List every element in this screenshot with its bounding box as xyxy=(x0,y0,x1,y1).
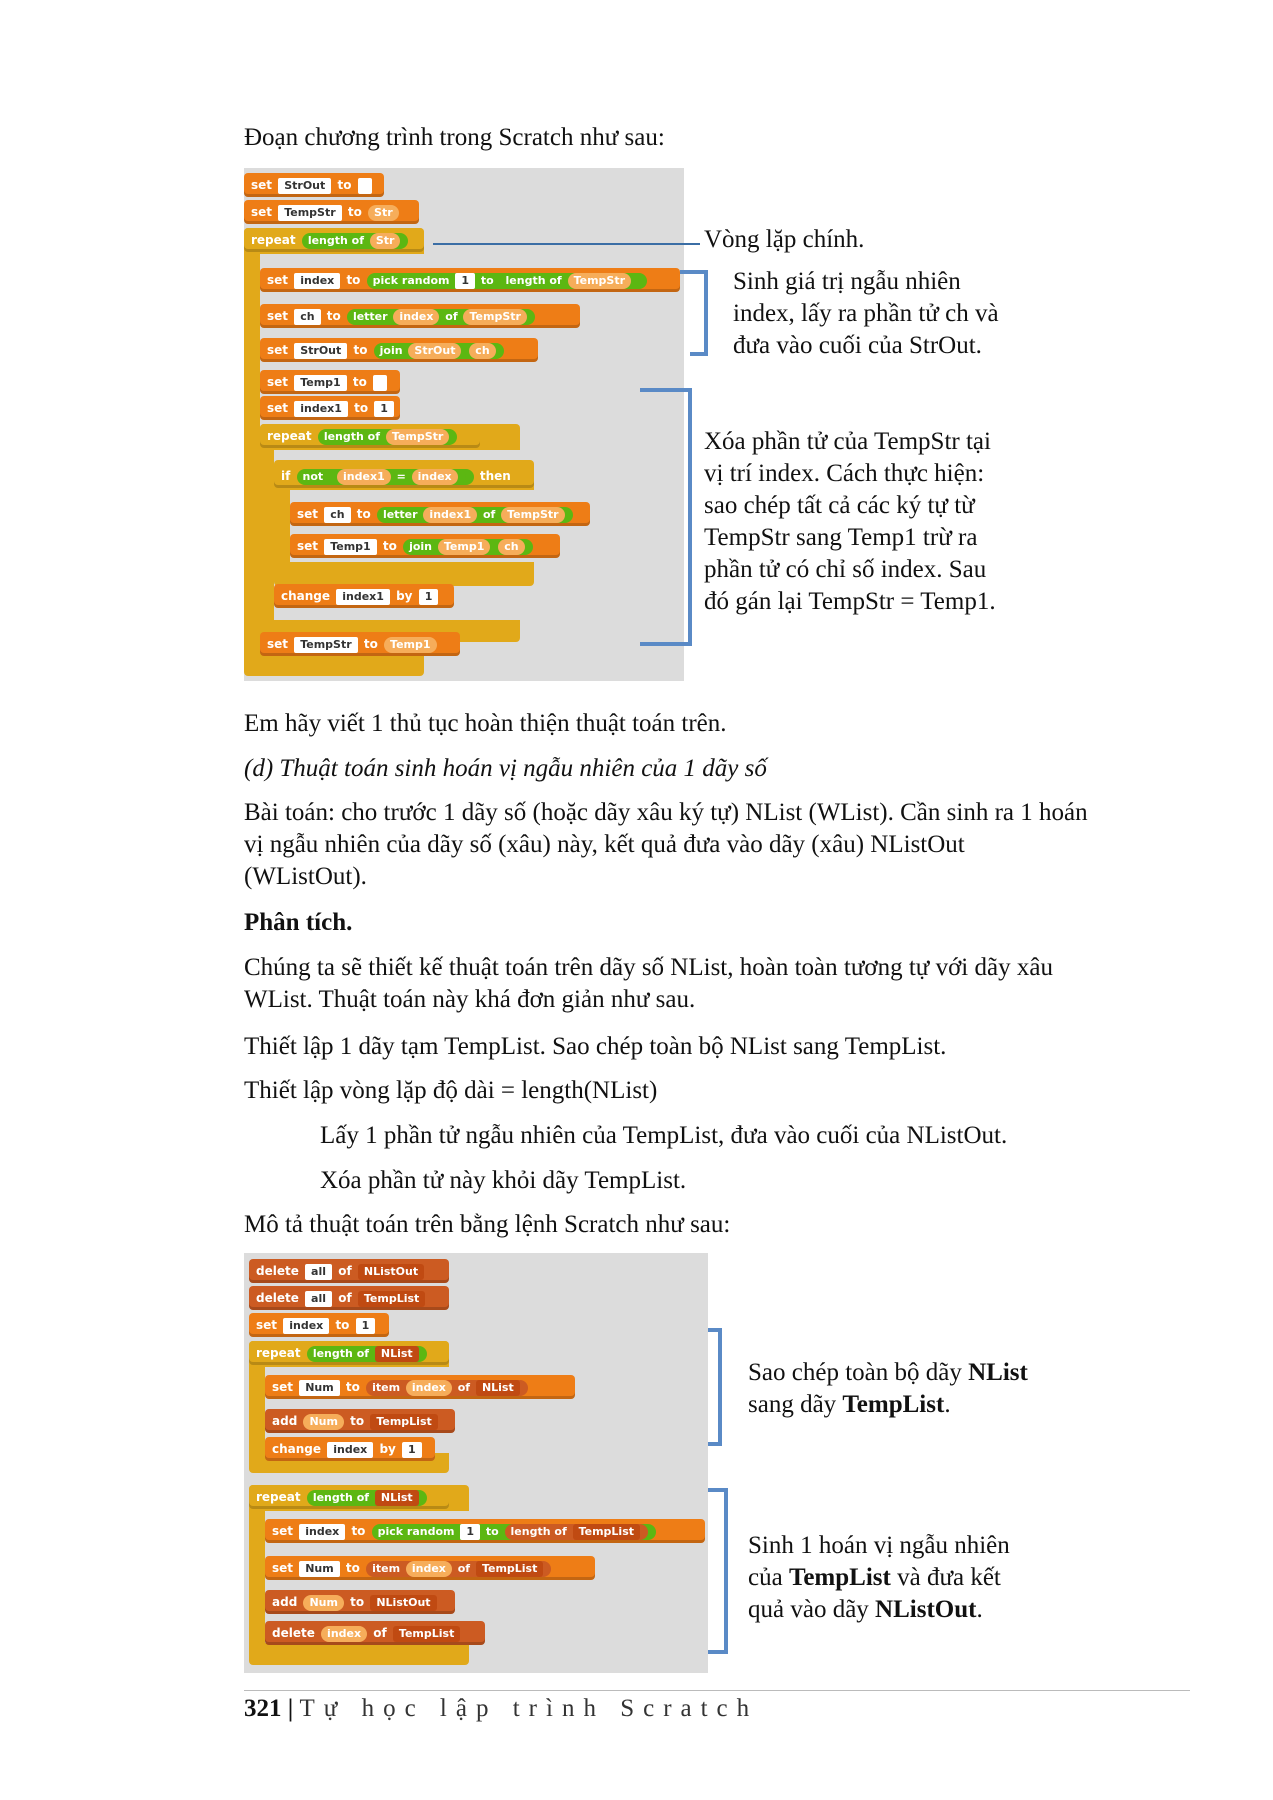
block-add-num-templist: add Num to TempList xyxy=(265,1409,455,1433)
scratch-figure-1 xyxy=(244,168,684,681)
step2b-text: Xóa phần tử này khỏi dãy TempList. xyxy=(320,1167,687,1194)
block-set-index-random: set index to pick random 1 to length of TempList xyxy=(265,1519,705,1543)
step1-text: Thiết lập 1 dãy tạm TempList. Sao chép toàn bộ NList sang TempList. xyxy=(244,1033,947,1060)
heading-d: (d) Thuật toán sinh hoán vị ngẫu nhiên của 1 dãy số xyxy=(244,755,767,782)
block-set-tempstr-temp1: set TempStr to Temp1 xyxy=(260,632,460,656)
block-repeat-main: repeat length of Str xyxy=(244,228,424,252)
block-delete-index-templist: delete index of TempList xyxy=(265,1621,485,1645)
analysis-title: Phân tích. xyxy=(244,909,353,936)
block-set-index-random: set index to pick random 1 to length of TempStr xyxy=(260,268,680,292)
block-if-not: if not index1 = index then xyxy=(274,464,534,488)
block-repeat-inner: repeat length of TempStr xyxy=(260,424,480,448)
para-write-procedure: Em hãy viết 1 thủ tục hoàn thiện thuật toán trên. xyxy=(244,710,727,737)
block-set-ch-letter: set ch to letter index of TempStr xyxy=(260,304,580,328)
intro-text: Đoạn chương trình trong Scratch như sau: xyxy=(244,124,665,151)
book-title: Tự học lập trình Scratch xyxy=(299,1695,759,1722)
block-set-tempstr: set TempStr to Str xyxy=(244,200,419,224)
block-set-index1: set index1 to 1 xyxy=(260,396,400,420)
footer-rule xyxy=(244,1690,1190,1691)
block-set-strout: set StrOut to xyxy=(244,173,384,197)
figure1-ann-delete: Xóa phần tử của TempStr tại vị trí index. Cách thực hiện: sao chép tất cả các ký tự từ TempStr sang Temp1 trừ ra phần tử có chỉ số index. Sau đó gán lại TempStr = Temp1. xyxy=(704,428,996,615)
page-number: 321 xyxy=(244,1695,282,1722)
block-set-strout-join: set StrOut to join StrOut ch xyxy=(260,338,538,362)
step2-text: Thiết lập vòng lặp độ dài = length(NList) xyxy=(244,1077,658,1104)
figure1-ann-main-loop: Vòng lặp chính. xyxy=(704,226,865,253)
block-change-index1: change index1 by 1 xyxy=(274,584,454,608)
block-set-temp1: set Temp1 to xyxy=(260,370,400,394)
block-repeat-permute: repeat length of NList xyxy=(249,1485,449,1509)
block-add-num-nlistout: add Num to NListOut xyxy=(265,1590,455,1614)
block-set-num-item-templist: set Num to item index of TempList xyxy=(265,1556,595,1580)
scratch-figure-2 xyxy=(244,1253,708,1673)
problem-text: Bài toán: cho trước 1 dãy số (hoặc dãy xâu ký tự) NList (WList). Cần sinh ra 1 hoán vị ngẫu nhiên của dãy số (xâu) này, kết quả đưa vào dãy (xâu) NListOut (WListOut). xyxy=(244,799,1088,890)
block-set-index-1: set index to 1 xyxy=(249,1313,389,1337)
figure2-ann-permute: Sinh 1 hoán vị ngẫu nhiên của TempList và đưa kết quả vào dãy NListOut. xyxy=(748,1532,1010,1623)
page-footer: 321 | Tự học lập trình Scratch xyxy=(244,1695,759,1722)
step2a-text: Lấy 1 phần tử ngẫu nhiên của TempList, đưa vào cuối của NListOut. xyxy=(320,1122,1008,1149)
block-repeat-copy: repeat length of NList xyxy=(249,1341,449,1365)
figure1-ann-random: Sinh giá trị ngẫu nhiên index, lấy ra phần tử ch và đưa vào cuối của StrOut. xyxy=(733,268,999,359)
analysis-text: Chúng ta sẽ thiết kế thuật toán trên dãy số NList, hoàn toàn tương tự với dãy xâu WList. Thuật toán này khá đơn giản như sau. xyxy=(244,954,1053,1013)
figure2-ann-copy: Sao chép toàn bộ dãy NList sang dãy TempList. xyxy=(748,1359,1028,1418)
describe-text: Mô tả thuật toán trên bằng lệnh Scratch như sau: xyxy=(244,1211,731,1238)
block-delete-all-nlistout: delete all of NListOut xyxy=(249,1259,449,1283)
block-set-ch-letter-index1: set ch to letter index1 of TempStr xyxy=(290,502,590,526)
block-set-num-item: set Num to item index of NList xyxy=(265,1375,575,1399)
block-change-index: change index by 1 xyxy=(265,1437,435,1461)
block-delete-all-templist: delete all of TempList xyxy=(249,1286,449,1310)
block-set-temp1-join: set Temp1 to join Temp1 ch xyxy=(290,534,560,558)
